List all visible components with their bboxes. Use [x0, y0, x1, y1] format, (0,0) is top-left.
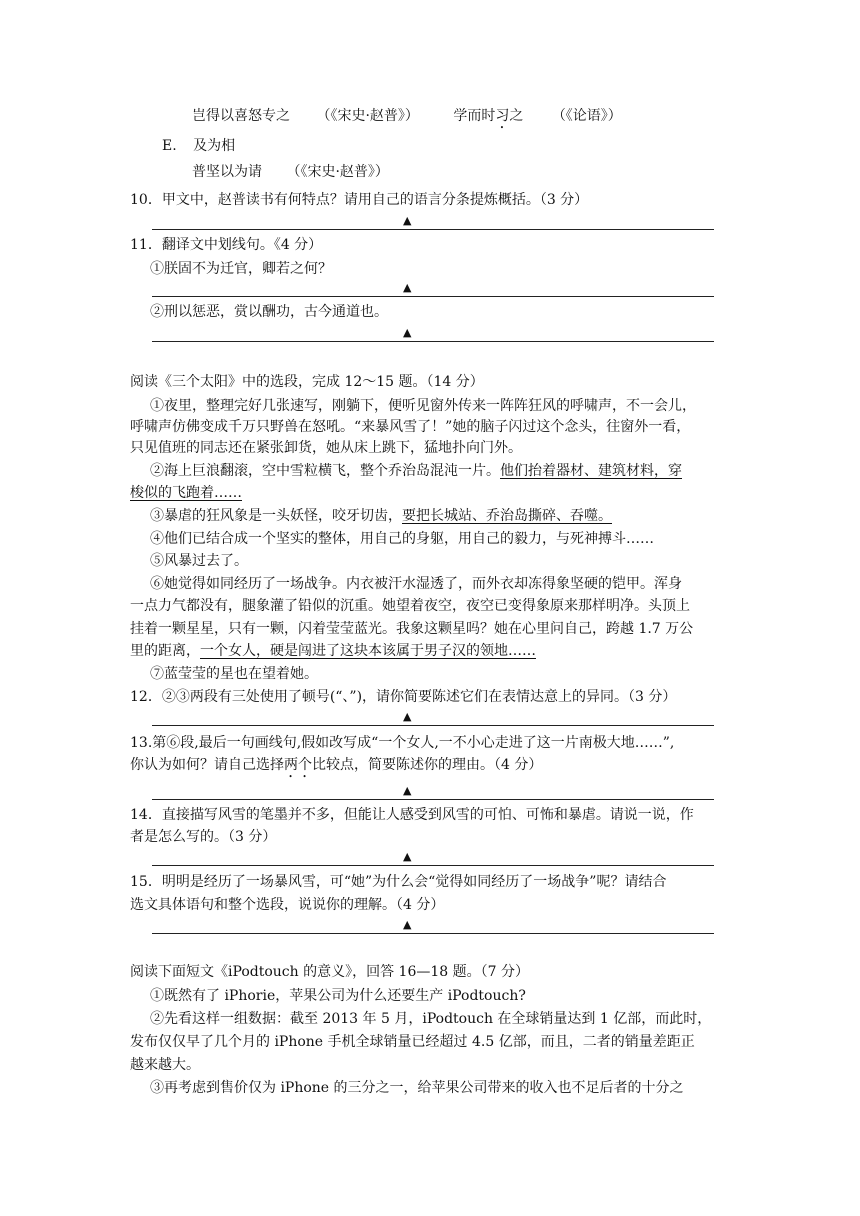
question-10: 10．甲文中，赵普读书有何特点？请用自己的语言分条提炼概括。（3 分）: [130, 192, 589, 208]
underlined-sentence: 他们抬着器材、建筑材料，穿: [500, 463, 682, 479]
passage2-p6-line1: ⑥她觉得如同经历了一场战争。内衣被汗水湿透了，而外衣却冻得象坚硬的铠甲。浑身: [150, 576, 682, 592]
option-e: [162, 137, 235, 155]
answer-line-11-2[interactable]: [152, 341, 714, 342]
source-c: （《宋史·赵普》）: [286, 164, 389, 180]
answer-marker: ▲: [403, 850, 412, 863]
answer-marker: ▲: [403, 784, 412, 797]
classical-sentence-line: [192, 107, 622, 132]
q11-sentence-2: ②刑以惩恶，赏以酬功，古今通道也。: [150, 304, 388, 320]
question-12: 12．②③两段有三处使用了顿号(“、”)，请你简要陈述它们在表情达意上的异同。（3 分）: [130, 689, 677, 705]
passage2-p6-line3: 挂着一颗星星，只有一颗，闪着莹莹蓝光。我象这颗星吗？她在心里问自己，跨越 1.7 万公: [130, 621, 694, 637]
passage2-intro: 阅读《三个太阳》中的选段，完成 12～15 题。（14 分）: [130, 374, 484, 390]
sentence-c: 普坚以为请: [192, 164, 262, 180]
question-14-line2: 者是怎么写的。（3 分）: [130, 829, 277, 845]
answer-line-12[interactable]: [152, 725, 714, 726]
passage3-p2-line3: 越来越大。: [130, 1057, 200, 1073]
answer-marker: ▲: [403, 918, 412, 931]
passage3-p2-line1: ②先看这样一组数据：截至 2013 年 5 月，iPodtouch 在全球销量达到 1 亿部，而此时，: [150, 1011, 712, 1027]
passage2-p6-line4: 里的距离，一个女人，硬是闯进了这块本该属于男子汉的领地……: [130, 643, 536, 659]
answer-marker: ▲: [403, 710, 412, 723]
source-b: （《论语》）: [551, 108, 622, 124]
question-13-line1: 13.第⑥段,最后一句画线句,假如改写成“一个女人,一不小心走进了这一片南极大地……”,: [130, 735, 675, 751]
passage2-p1-line1: ①夜里，整理完好几张速写，刚躺下，便听见窗外传来一阵阵狂风的呼啸声，不一会儿，: [150, 398, 696, 414]
passage3-p1: ①既然有了 iPhorie，苹果公司为什么还要生产 iPodtouch?: [150, 988, 526, 1004]
answer-marker: ▲: [403, 326, 412, 339]
passage3-p3-line1: ③再考虑到售价仅为 iPhone 的三分之一，给苹果公司带来的收入也不足后者的十分之: [150, 1080, 684, 1096]
question-11: 11．翻译文中划线句。《4 分）: [130, 237, 323, 253]
sentence-b: 学而时习之: [453, 108, 524, 124]
passage2-p4: ④他们已结合成一个坚实的整体，用自己的身躯，用自己的毅力，与死神搏斗……: [150, 531, 654, 547]
q11-sentence-1: ①朕固不为迁官，卿若之何？: [150, 261, 332, 277]
underlined-sentence: 梭似的飞跑着……: [130, 485, 242, 501]
passage2-p7: ⑦蓝莹莹的星也在望着她。: [150, 666, 318, 682]
question-14-line1: 14．直接描写风雪的笔墨并不多，但能让人感受到风雪的可怕、可怖和暴虐。请说一说，作: [130, 807, 694, 823]
source-a: （《宋史·赵普》）: [316, 108, 419, 124]
option-e-text: 及为相: [193, 138, 236, 154]
answer-marker: ▲: [403, 214, 412, 227]
sentence-a: 岂得以喜怒专之: [192, 108, 290, 124]
underlined-sentence: 一个女人，硬是闯进了这块本该属于男子汉的领地……: [200, 643, 536, 659]
passage2-p2-line2: [130, 484, 242, 502]
question-15-line2: 选文具体语句和整个选段，说说你的理解。（4 分）: [130, 897, 445, 913]
passage2-p2-line1: ②海上巨浪翻滚，空中雪粒横飞，整个乔治岛混沌一片。他们抬着器材、建筑材料，穿: [150, 463, 682, 479]
emphasis-two: 两个: [284, 757, 312, 773]
answer-line-13[interactable]: [152, 799, 714, 800]
answer-line-14[interactable]: [152, 865, 714, 866]
answer-line-15[interactable]: [152, 933, 714, 934]
passage2-p1-line2: 呼啸声仿佛变成千万只野兽在怒吼。“来暴风雪了！”她的脑子闪过这个念头，往窗外一看，: [130, 419, 691, 435]
passage2-p5: ⑤风暴过去了。: [150, 553, 248, 569]
question-13-line2: 你认为如何？请自己选择两个比较点，简要陈述你的理由。（4 分）: [130, 757, 543, 773]
option-e-label: E.: [162, 138, 177, 154]
underlined-sentence: 要把长城站、乔治岛撕碎、吞噬。: [402, 508, 612, 524]
answer-marker: ▲: [403, 281, 412, 294]
passage3-p2-line2: 发布仅仅早了几个月的 iPhone 手机全球销量已经超过 4.5 亿部，而且，二者的销量差距正: [130, 1034, 695, 1050]
classical-sentence-line-2: [192, 163, 389, 181]
answer-line-10[interactable]: [152, 229, 714, 230]
passage3-intro: 阅读下面短文《iPodtouch 的意义》，回答 16—18 题。（7 分）: [130, 964, 529, 980]
answer-line-11-1[interactable]: [152, 296, 714, 297]
question-15-line1: 15．明明是经历了一场暴风雪，可“她”为什么会“觉得如同经历了一场战争”呢？请结合: [130, 874, 667, 890]
passage2-p3: ③暴虐的狂风象是一头妖怪，咬牙切齿，要把长城站、乔治岛撕碎、吞噬。: [150, 508, 612, 524]
passage2-p1-line3: 只见值班的同志还在紧张卸货，她从床上跳下，猛地扑向门外。: [130, 440, 522, 456]
passage2-p6-line2: 一点力气都没有，腿象灌了铅似的沉重。她望着夜空，夜空已变得象原来那样明净。头顶上: [130, 598, 690, 614]
